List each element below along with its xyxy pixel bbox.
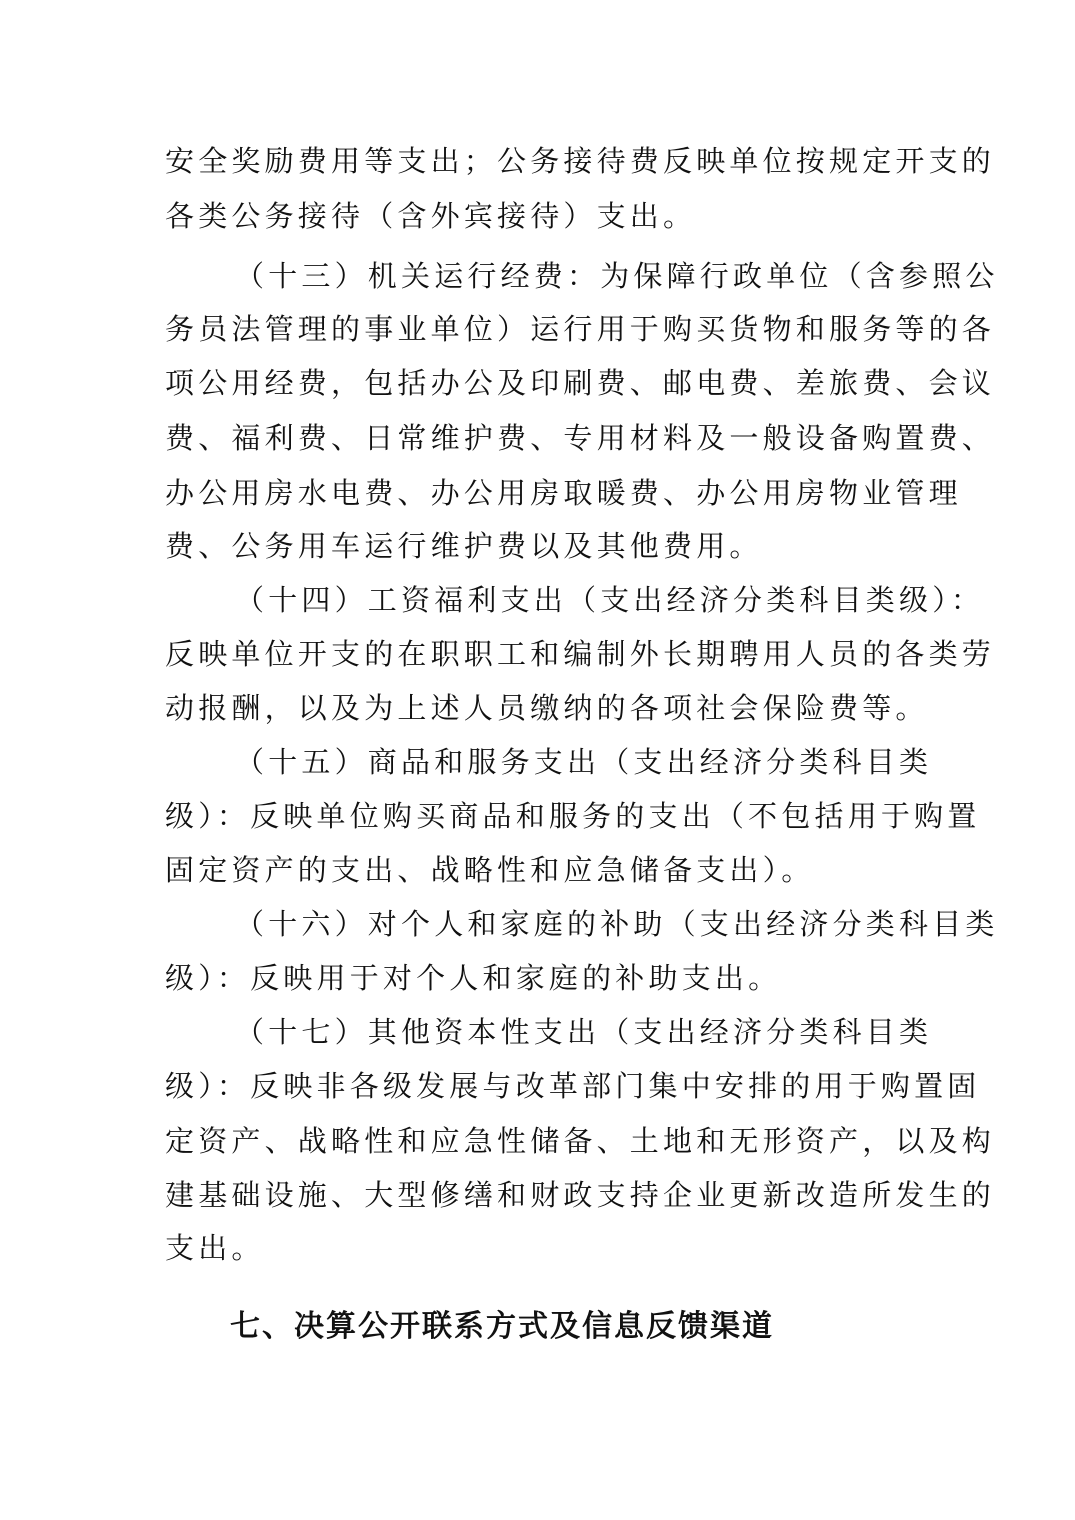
section-heading: 七、决算公开联系方式及信息反馈渠道 [230, 1309, 774, 1344]
text-line: 支出。 [165, 1231, 265, 1265]
text-line: 动报酬，以及为上述人员缴纳的各项社会保险费等。 [165, 691, 929, 725]
paragraph-14-start: （十四）工资福利支出（支出经济分类科目类级）： [235, 583, 985, 617]
text-line: 项公用经费，包括办公及印刷费、邮电费、差旅费、会议 [165, 366, 996, 400]
paragraph-15-start: （十五）商品和服务支出（支出经济分类科目类 [235, 745, 933, 779]
text-line: 办公用房水电费、办公用房取暖费、办公用房物业管理 [165, 476, 962, 510]
text-line: 定资产、战略性和应急性储备、土地和无形资产，以及构 [165, 1124, 996, 1158]
text-line: 级）：反映单位购买商品和服务的支出（不包括用于购置 [165, 799, 981, 833]
text-line: 级）：反映非各级发展与改革部门集中安排的用于购置固 [165, 1069, 981, 1103]
text-line: 费、福利费、日常维护费、专用材料及一般设备购置费、 [165, 421, 996, 455]
text-line: 务员法管理的事业单位）运行用于购买货物和服务等的各 [165, 312, 996, 346]
text-line: 各类公务接待（含外宾接待）支出。 [165, 199, 697, 233]
paragraph-16-start: （十六）对个人和家庭的补助（支出经济分类科目类 [235, 907, 999, 941]
text-line: 级）：反映用于对个人和家庭的补助支出。 [165, 961, 782, 995]
paragraph-17-start: （十七）其他资本性支出（支出经济分类科目类 [235, 1015, 933, 1049]
text-line: 反映单位开支的在职职工和编制外长期聘用人员的各类劳 [165, 637, 996, 671]
paragraph-13-start: （十三）机关运行经费：为保障行政单位（含参照公 [235, 259, 999, 293]
text-line: 建基础设施、大型修缮和财政支持企业更新改造所发生的 [165, 1178, 996, 1212]
text-line: 固定资产的支出、战略性和应急储备支出）。 [165, 853, 815, 887]
text-line: 安全奖励费用等支出；公务接待费反映单位按规定开支的 [165, 144, 996, 178]
text-line: 费、公务用车运行维护费以及其他费用。 [165, 529, 763, 563]
